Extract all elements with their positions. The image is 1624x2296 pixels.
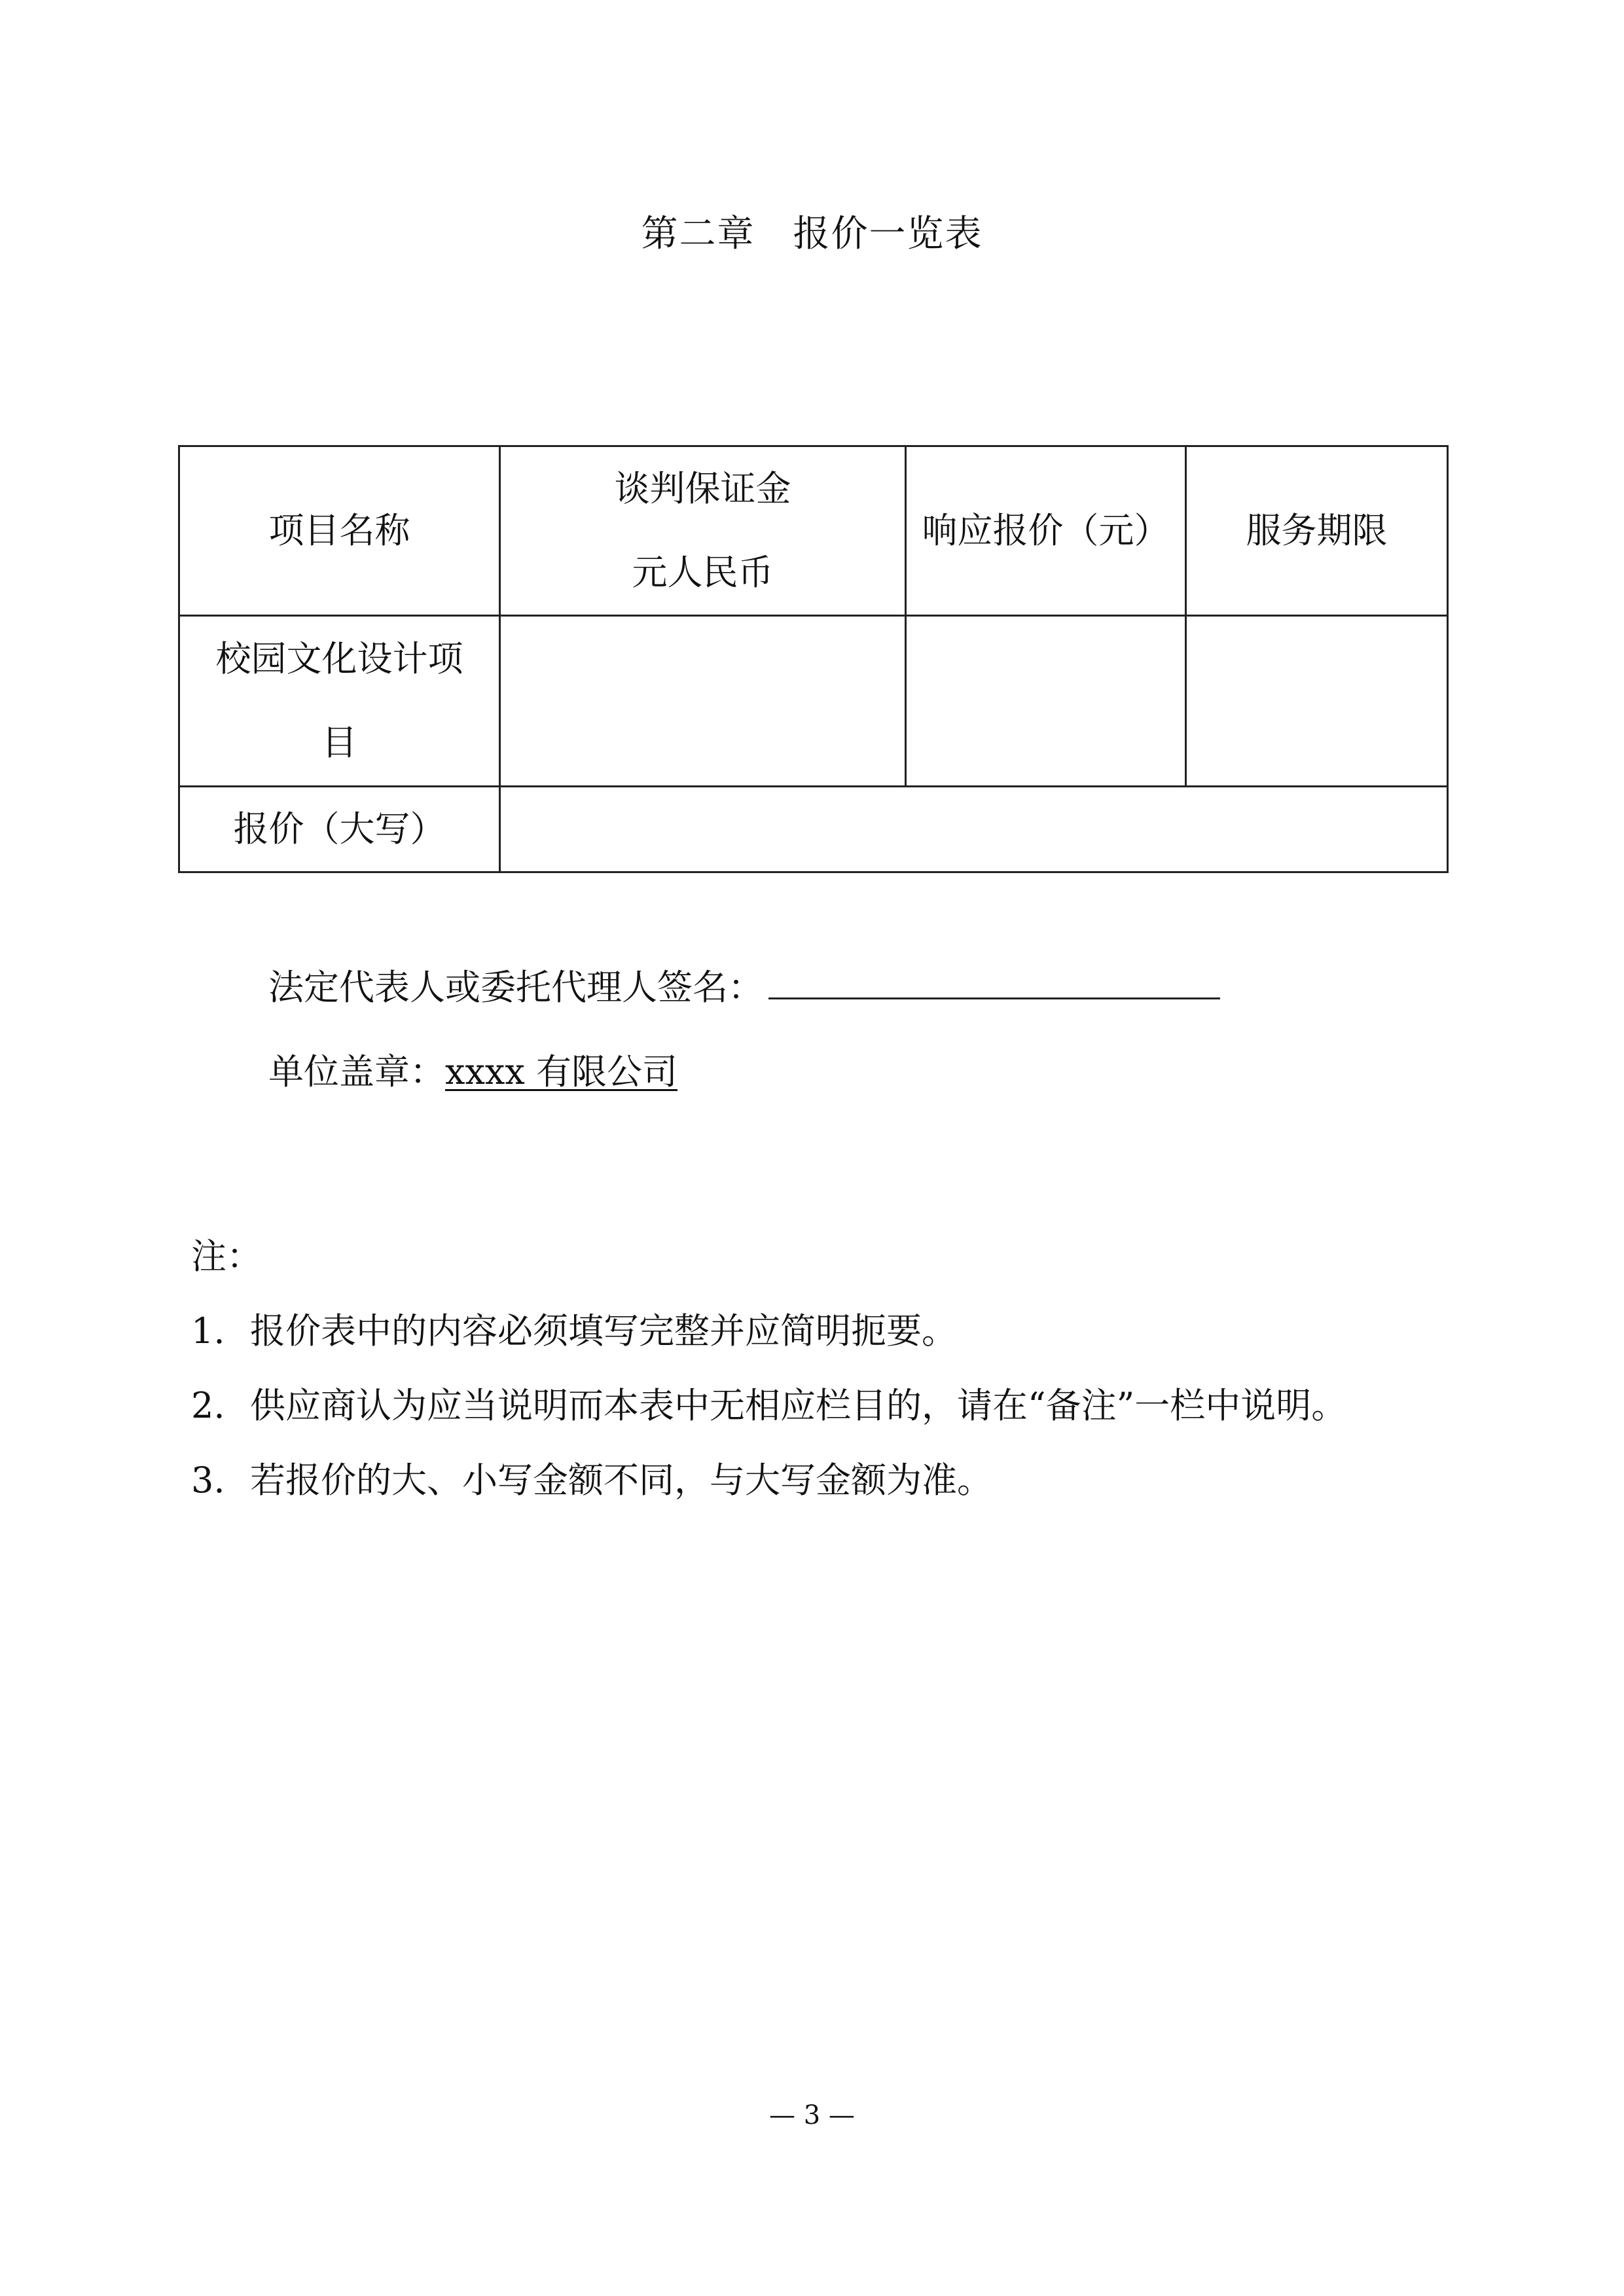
cell-deposit[interactable] — [500, 616, 906, 787]
total-label-cell: 报价（大写） — [179, 787, 500, 872]
quote-table — [178, 445, 1449, 873]
note-text: 报价表中的内容必须填写完整并应简明扼要。 — [250, 1310, 957, 1352]
signature-field[interactable] — [768, 961, 1220, 999]
note-number: 1. — [191, 1310, 225, 1352]
company-name: xxxx 有限公司 — [445, 1051, 677, 1092]
notes-section — [191, 1230, 1435, 1529]
table-header-row — [179, 446, 1448, 616]
header-quote-price: 响应报价（元） — [906, 446, 1186, 616]
list-item — [191, 1454, 1435, 1507]
note-text: 若报价的大、小写金额不同，与大写金额为准。 — [250, 1460, 992, 1501]
list-item — [191, 1305, 1435, 1357]
header-deposit-line2: 元人民币 — [632, 552, 774, 593]
note-number: 3. — [191, 1460, 225, 1501]
cell-service-period[interactable] — [1186, 616, 1448, 787]
cell-quote-price[interactable] — [906, 616, 1186, 787]
total-amount-cell[interactable] — [500, 787, 1448, 872]
project-name-line2: 目 — [321, 722, 357, 763]
signature-label: 法定代表人或委托代理人签名： — [268, 967, 763, 1008]
header-project-name: 项目名称 — [179, 446, 500, 616]
note-number: 2. — [191, 1385, 225, 1426]
seal-line — [268, 1046, 677, 1098]
header-deposit-line1: 谈判保证金 — [614, 468, 791, 509]
page-number: — 3 — — [769, 2100, 855, 2130]
header-service-period: 服务期限 — [1186, 446, 1448, 616]
notes-heading: 注： — [191, 1236, 262, 1277]
list-item — [191, 1380, 1435, 1432]
table-total-row — [179, 787, 1448, 872]
project-name-line1: 校园文化设计项 — [215, 638, 463, 679]
cell-project-name — [179, 616, 500, 787]
seal-label: 单位盖章： — [268, 1051, 445, 1092]
page-title: 第二章 报价一览表 — [641, 213, 983, 255]
table-row — [179, 616, 1448, 787]
note-text: 供应商认为应当说明而本表中无相应栏目的，请在“备注”一栏中说明。 — [250, 1385, 1347, 1426]
header-deposit — [500, 446, 906, 616]
signature-line — [268, 961, 1220, 1014]
